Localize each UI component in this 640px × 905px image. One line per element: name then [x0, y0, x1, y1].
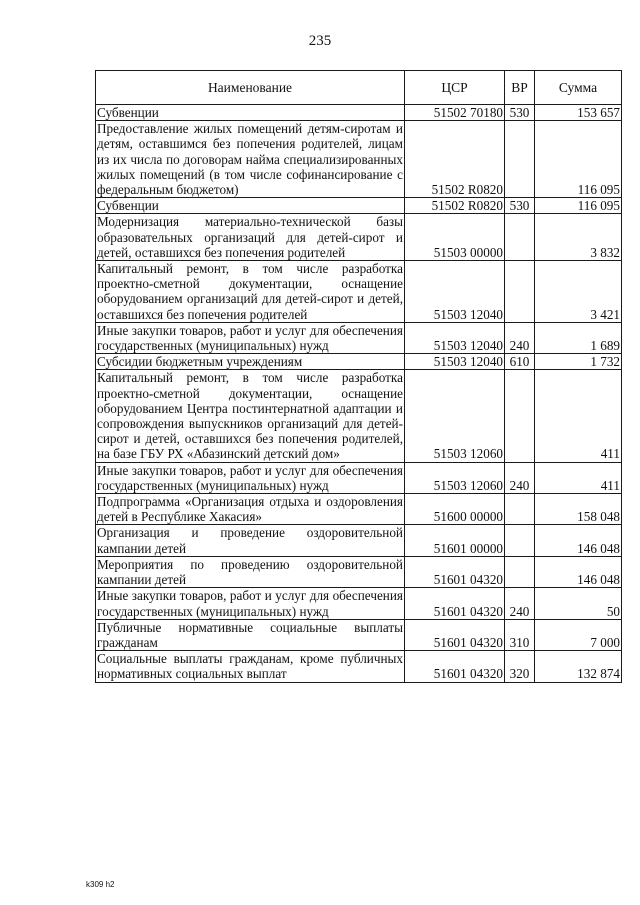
table-header-row	[96, 71, 622, 105]
row-vr: 240	[505, 322, 535, 353]
page-number: 235	[308, 33, 332, 49]
row-vr: 530	[505, 105, 535, 121]
table-row	[96, 619, 622, 650]
row-csr: 51503 00000	[405, 214, 505, 261]
row-vr	[505, 370, 535, 462]
row-name: Субсидии бюджетным учреждениям	[96, 354, 405, 370]
row-vr	[505, 494, 535, 525]
footer-code: k309 h2	[86, 880, 115, 889]
table-row	[96, 322, 622, 353]
row-name: Мероприятия по проведению оздоровительной кампании детей	[97, 556, 403, 588]
row-vr	[505, 121, 535, 198]
row-name: Капитальный ремонт, в том числе разработка проектно-сметной документации, оснащение оборудованием организаций для детей-сирот и детей, оставшихся без попечения родителей	[97, 261, 403, 322]
row-csr: 51502 70180	[405, 105, 505, 121]
row-name: Модернизация материально-технической базы образовательных организаций для детей-сирот и детей, оставшихся без попечения родителей	[97, 214, 403, 260]
row-name: Предоставление жилых помещений детям-сиротам и детям, оставшимся без попечения родителей, лицам из их числа по договорам найма специализированных жилых помещений (в том числе софинансирование с федеральным бюджетом)	[97, 121, 403, 198]
row-sum: 411	[535, 370, 622, 462]
header-csr: ЦСР	[405, 71, 505, 105]
row-vr	[505, 556, 535, 587]
row-sum: 153 657	[535, 105, 622, 121]
row-sum: 116 095	[535, 121, 622, 198]
row-sum: 116 095	[535, 198, 622, 214]
row-name: Субвенции	[96, 105, 405, 121]
row-sum: 411	[535, 462, 622, 493]
row-csr: 51601 04320	[405, 651, 505, 682]
table-row	[96, 525, 622, 556]
header-sum: Сумма	[535, 71, 622, 105]
row-name: Организация и проведение оздоровительной кампании детей	[97, 525, 403, 556]
row-sum: 158 048	[535, 494, 622, 525]
row-sum: 1 689	[535, 322, 622, 353]
table-row	[96, 121, 622, 198]
table-row	[96, 261, 622, 323]
row-sum: 3 832	[535, 214, 622, 261]
row-name: Социальные выплаты гражданам, кроме публичных нормативных социальных выплат	[97, 651, 403, 682]
row-csr: 51601 00000	[405, 525, 505, 556]
row-name: Субвенции	[96, 198, 405, 214]
row-sum: 132 874	[535, 651, 622, 682]
row-name: Капитальный ремонт, в том числе разработка проектно-сметной документации, оснащение оборудованием Центра постинтернатной адаптации и сопровождения выпускников организаций для детей-сирот и детей, оставшихся без попечения родителей, на базе ГБУ РХ «Абазинский детский дом»	[97, 370, 403, 462]
table-row	[96, 354, 622, 370]
table-row	[96, 370, 622, 462]
row-sum: 146 048	[535, 525, 622, 556]
row-name: Подпрограмма «Организация отдыха и оздоровления детей в Республике Хакасия»	[97, 494, 403, 525]
row-name: Иные закупки товаров, работ и услуг для обеспечения государственных (муниципальных) нужд	[97, 322, 403, 354]
row-name: Публичные нормативные социальные выплаты гражданам	[97, 619, 403, 650]
row-csr: 51502 R0820	[405, 198, 505, 214]
row-vr	[505, 261, 535, 323]
row-csr: 51503 12040	[405, 354, 505, 370]
row-sum: 146 048	[535, 556, 622, 587]
row-csr: 51503 12040	[405, 261, 505, 323]
row-vr: 240	[505, 588, 535, 619]
table-row	[96, 198, 622, 214]
header-name: Наименование	[96, 71, 405, 105]
table-row	[96, 105, 622, 121]
table-row	[96, 588, 622, 619]
row-csr: 51502 R0820	[405, 121, 505, 198]
row-vr: 530	[505, 198, 535, 214]
table-row	[96, 556, 622, 587]
row-csr: 51601 04320	[405, 619, 505, 650]
row-sum: 7 000	[535, 619, 622, 650]
row-vr: 310	[505, 619, 535, 650]
row-csr: 51503 12060	[405, 370, 505, 462]
header-vr: ВР	[505, 71, 535, 105]
row-csr: 51600 00000	[405, 494, 505, 525]
table-row	[96, 494, 622, 525]
row-vr: 240	[505, 462, 535, 493]
row-name: Иные закупки товаров, работ и услуг для обеспечения государственных (муниципальных) нужд	[97, 462, 403, 493]
row-sum: 1 732	[535, 354, 622, 370]
row-vr: 610	[505, 354, 535, 370]
row-name: Иные закупки товаров, работ и услуг для обеспечения государственных (муниципальных) нужд	[97, 588, 403, 619]
row-csr: 51503 12040	[405, 322, 505, 353]
row-vr: 320	[505, 651, 535, 682]
row-csr: 51503 12060	[405, 462, 505, 493]
row-sum: 3 421	[535, 261, 622, 323]
row-csr: 51601 04320	[405, 556, 505, 587]
row-vr	[505, 214, 535, 261]
row-csr: 51601 04320	[405, 588, 505, 619]
budget-table	[95, 70, 622, 683]
row-vr	[505, 525, 535, 556]
row-sum: 50	[535, 588, 622, 619]
table-row	[96, 462, 622, 493]
table-row	[96, 214, 622, 261]
table-row	[96, 651, 622, 682]
